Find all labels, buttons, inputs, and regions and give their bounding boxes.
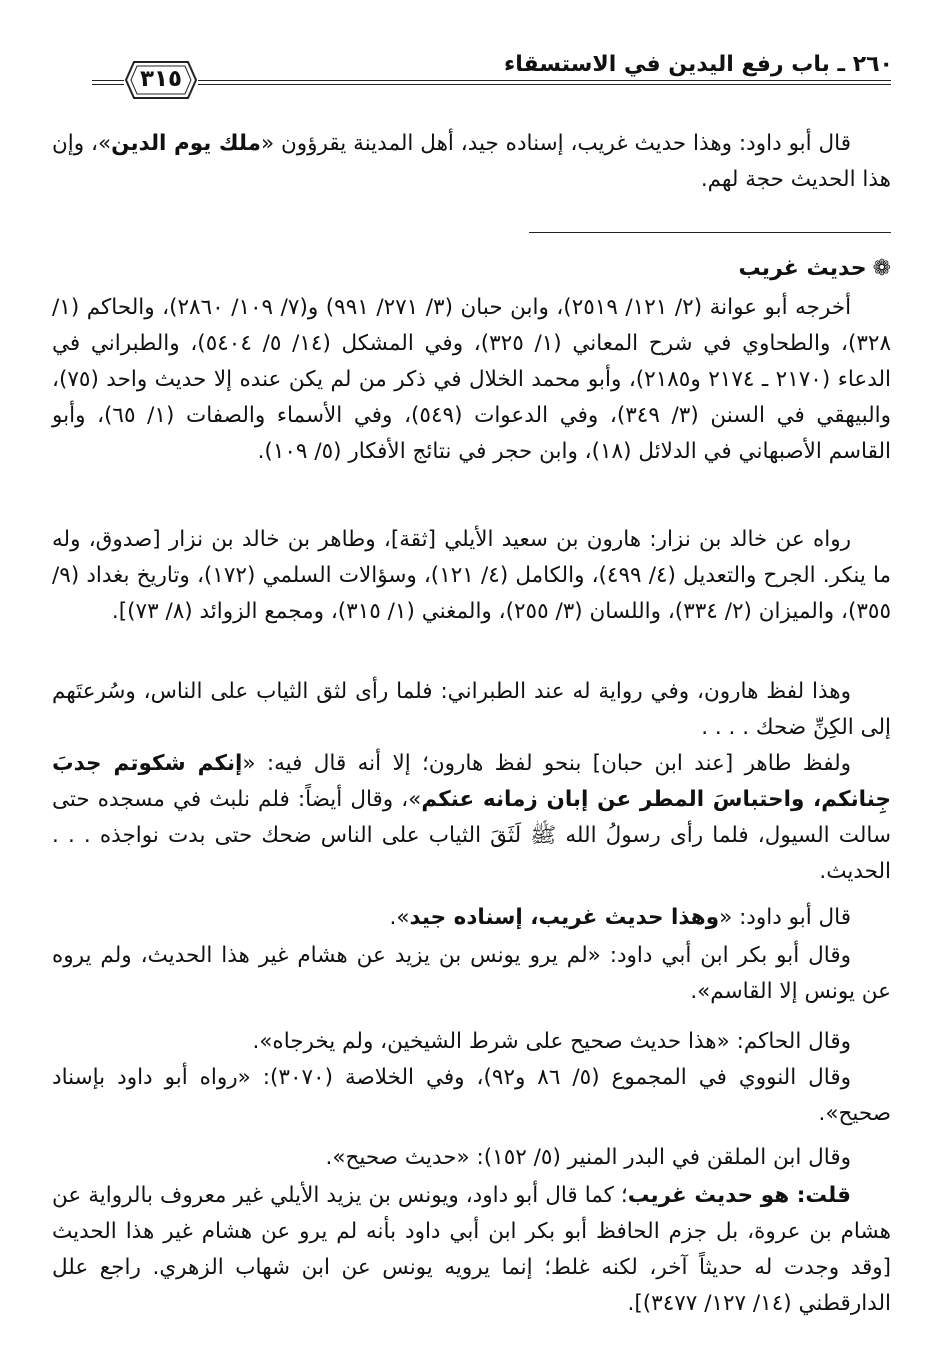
text-span: ». [389, 905, 410, 930]
paragraph-ibn-mulaqqin: وقال ابن الملقن في البدر المنير (٥/ ١٥٢): «حديث صحيح». [325, 1145, 851, 1170]
section-heading-text: حديث غريب [738, 256, 867, 281]
paragraph-abu-dawud [52, 900, 891, 936]
bold-verdict: قلت: هو حديث غريب [627, 1183, 851, 1208]
ornament-icon: ❁ [872, 256, 891, 281]
text-span: »، وقال أيضاً: فلم نلبث في مسجده حتى سالت السيول، فلما رأى رسولُ الله ﷺ لَثَقَ الثياب على الناس ضحك حتى بدت نواجذه . . . الحديث. [52, 787, 891, 884]
paragraph-conclusion [52, 1178, 891, 1322]
page-number: ٣١٥ [139, 66, 183, 92]
header-rule [198, 80, 891, 85]
text-span: قال أبو داود: وهذا حديث غريب، إسناده جيد، أهل المدينة يقرؤون « [260, 131, 851, 156]
separator-rule [529, 232, 891, 233]
paragraph-narrators: رواه عن خالد بن نزار: هارون بن سعيد الأيلي [ثقة]، وطاهر بن خالد بن نزار [صدوق، وله ما ينكر. الجرح والتعديل (٤/ ٤٩٩)، والكامل (٤/ ١٢١)، وسؤالات السلمي (١٧٢)، وتاريخ بغداد (٩/ ٣٥٥)، والميزان (٢/ ٣٣٤)، واللسان (٣/ ٢٥٥)، والمغني (١/ ٣١٥)، ومجمع الزوائد (٨/ ٧٣)]. [52, 527, 892, 624]
bold-quote: وهذا حديث غريب، إسناده جيد [409, 905, 720, 930]
paragraph-ibn-abi-dawud: وقال أبو بكر ابن أبي داود: «لم يرو يونس بن يزيد عن هشام غير هذا الحديث، ولم يروه عن يونس إلا القاسم». [52, 943, 891, 1004]
paragraph-takhrij: أخرجه أبو عوانة (٢/ ١٢١/ ٢٥١٩)، وابن حبان (٣/ ٢٧١/ ٩٩١) و(٧/ ١٠٩/ ٢٨٦٠)، والحاكم (١/ ٣٢٨)، والطحاوي في شرح المعاني (١/ ٣٢٥)، وفي المشكل (١٤/ ٥/ ٥٤٠٤)، والطبراني في الدعاء (٢١٧٠ ـ ٢١٧٤ و٢١٨٥)، وأبو محمد الخلال في ذكر من لم يكن عنده إلا حديث واحد (٧٥)، والبيهقي في السنن (٣/ ٣٤٩)، وفي الدعوات (٥٤٩)، وفي الأسماء والصفات (١/ ٦٥)، وأبو القاسم الأصبهاني في الدلائل (١٨)، وابن حجر في نتائج الأفكار (٥/ ١٠٩). [52, 295, 892, 464]
paragraph-nawawi: وقال النووي في المجموع (٥/ ٨٦ و٩٢)، وفي الخلاصة (٣٠٧٠): «رواه أبو داود بإسناد صحيح». [52, 1065, 891, 1126]
paragraph-hakim: وقال الحاكم: «هذا حديث صحيح على شرط الشيخين، ولم يخرجاه». [252, 1029, 851, 1054]
bold-quote: ملك يوم الدين [111, 131, 261, 156]
header-rule-left [92, 80, 124, 85]
running-title: ٢٦٠ ـ باب رفع اليدين في الاستسقاء [504, 52, 893, 77]
bold-quote: إنكم شكوتم جدبَ جِنانكم، واحتباسَ المطر عن إبان زمانه عنكم [52, 751, 891, 812]
top-paragraph [52, 126, 891, 198]
text-span: قال أبو داود: « [719, 905, 851, 930]
page-number-badge [124, 58, 198, 102]
paragraph-tahir-wording [52, 746, 891, 890]
text-span: ولفظ طاهر [عند ابن حبان] بنحو لفظ هارون؛ إلا أنه قال فيه: « [242, 751, 851, 776]
paragraph-haroun-wording: وهذا لفظ هارون، وفي رواية له عند الطبراني: فلما رأى لثق الثياب على الناس، وسُرعتَهم إلى الكِنِّ ضحك . . . . [52, 679, 891, 740]
text-span: ؛ كما قال أبو داود، ويونس بن يزيد الأيلي غير معروف بالرواية عن هشام بن عروة، بل جزم الحافظ أبو بكر ابن أبي داود بأنه لم يرو عن هشام غير هذا الحديث [وقد وجدت له حديثاً آخر، لكنه غلط؛ إنما يرويه يونس عن ابن شهاب الزهري. راجع علل الدارقطني (١٤/ ١٢٧/ ٣٤٧٧)]. [52, 1183, 891, 1316]
section-heading [739, 256, 891, 281]
text-span: »، وإن هذا الحديث حجة لهم. [52, 131, 891, 192]
